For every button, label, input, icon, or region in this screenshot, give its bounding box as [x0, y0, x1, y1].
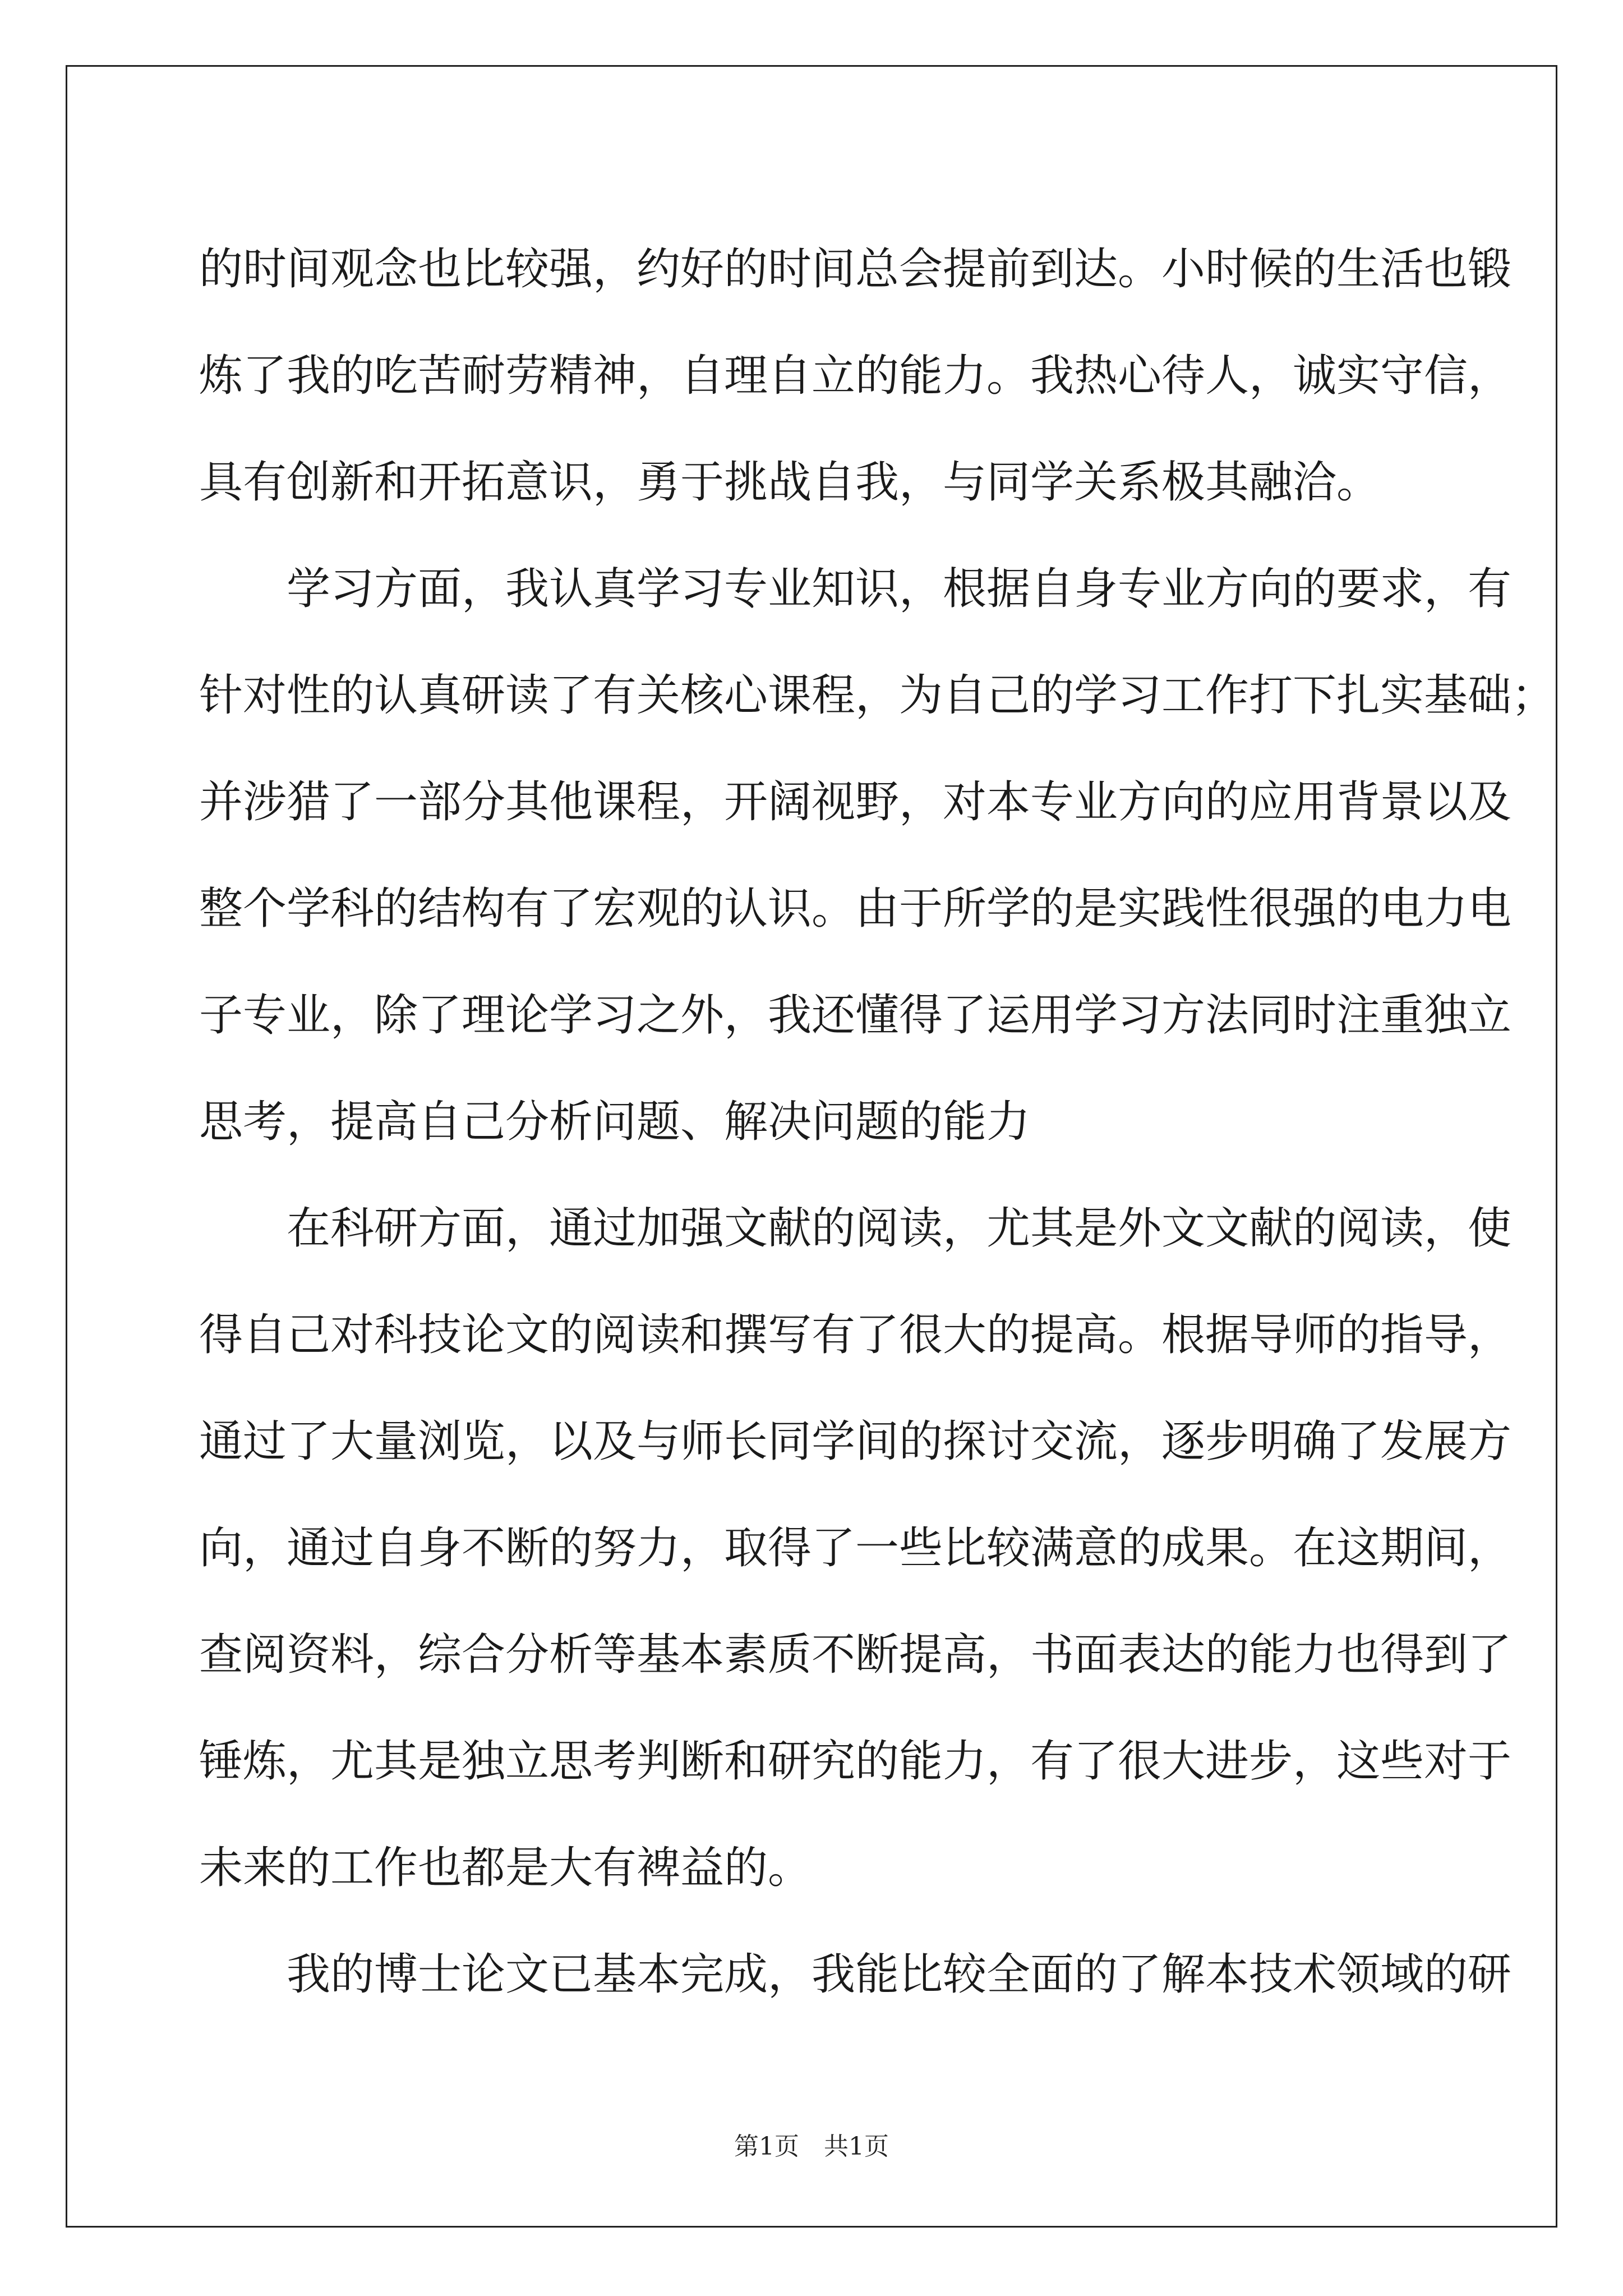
paragraph-2-line-1: 学习方面，我认真学习专业知识，根据自身专业方向的要求，有	[287, 564, 1512, 614]
paragraph-2-line-3: 并涉猎了一部分其他课程，开阔视野，对本专业方向的应用背景以及	[199, 777, 1512, 827]
paragraph-1-line-1: 的时间观念也比较强，约好的时间总会提前到达。小时候的生活也锻	[199, 244, 1512, 295]
paragraph-1-line-3: 具有创新和开拓意识，勇于挑战自我，与同学关系极其融洽。	[199, 457, 1381, 508]
paragraph-3-line-7: 未来的工作也都是大有裨益的。	[199, 1843, 812, 1893]
paragraph-1-line-2: 炼了我的吃苦耐劳精神，自理自立的能力。我热心待人，诚实守信，	[199, 351, 1512, 401]
paragraph-2-line-6: 思考，提高自己分析问题、解决问题的能力	[199, 1097, 1031, 1147]
document-body	[199, 216, 1556, 2028]
paragraph-3-line-3: 通过了大量浏览，以及与师长同学间的探讨交流，逐步明确了发展方	[199, 1416, 1512, 1467]
paragraph-3-line-5: 查阅资料，综合分析等基本素质不断提高，书面表达的能力也得到了	[199, 1630, 1512, 1680]
paragraph-3-line-6: 锤炼，尤其是独立思考判断和研究的能力，有了很大进步，这些对于	[199, 1736, 1512, 1787]
paragraph-2-line-2: 针对性的认真研读了有关核心课程，为自己的学习工作打下扎实基础；	[199, 670, 1556, 721]
paragraph-2-line-5: 子专业，除了理论学习之外，我还懂得了运用学习方法同时注重独立	[199, 990, 1512, 1041]
paragraph-2-line-4: 整个学科的结构有了宏观的认识。由于所学的是实践性很强的电力电	[199, 884, 1512, 934]
page-footer: 第1页 共1页	[734, 2132, 889, 2161]
paragraph-3-line-4: 向，通过自身不断的努力，取得了一些比较满意的成果。在这期间，	[199, 1523, 1512, 1573]
paragraph-3-line-1: 在科研方面，通过加强文献的阅读，尤其是外文文献的阅读，使	[287, 1203, 1512, 1254]
paragraph-3-line-2: 得自己对科技论文的阅读和撰写有了很大的提高。根据导师的指导，	[199, 1310, 1512, 1360]
paragraph-4-line-1: 我的博士论文已基本完成，我能比较全面的了解本技术领域的研	[287, 1949, 1512, 2000]
